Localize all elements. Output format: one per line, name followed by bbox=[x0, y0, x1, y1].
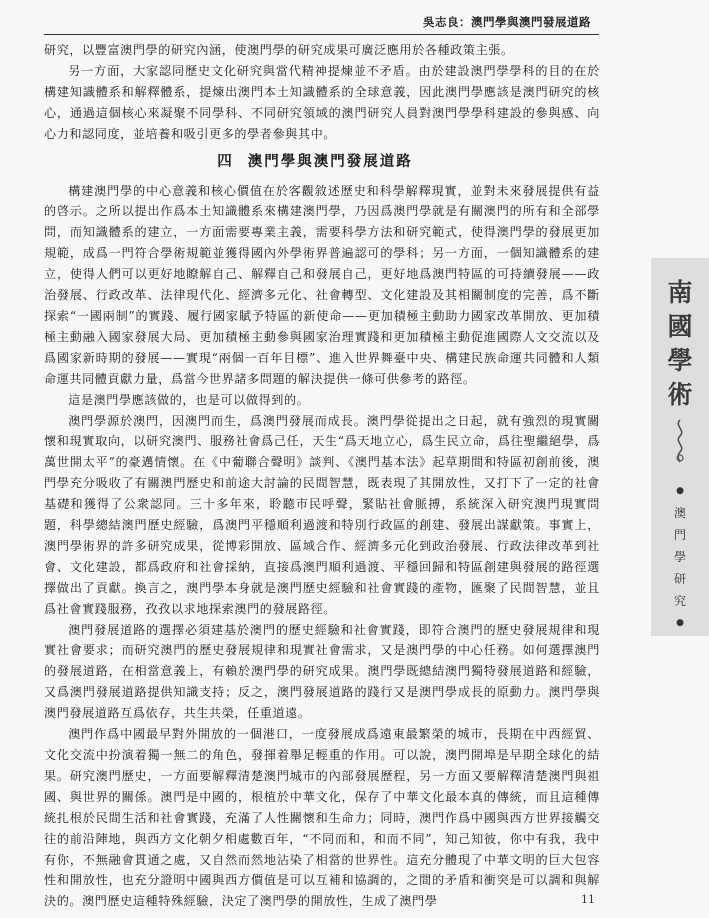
column-char: 澳 bbox=[673, 506, 686, 520]
bullet-dot: ● bbox=[676, 618, 684, 628]
bullet-dot: ● bbox=[676, 486, 684, 496]
section-number: 四 bbox=[217, 152, 234, 170]
paragraph: 另一方面，大家認同歷史文化研究與當代精神提煉並不矛盾。由於建設澳門學學科的目的在於構建知識體系和解釋體系，提煉出澳門本土知識體系的全球意義，因此澳門學應該是澳門研究的核心，通過這個核心來凝聚不同學科、不同研究領域的澳門研究人員對澳門學學科建設的參與感、向心力和認同度，並培養和吸引更多的學者參與其中。 bbox=[44, 63, 600, 141]
page-number: 11 bbox=[581, 893, 595, 906]
journal-logo bbox=[651, 276, 709, 412]
paragraph: 構建澳門學的中心意義和核心價值在於客觀敘述歷史和科學解釋現實，並對未來發展提供有益的啓示。之所以提出作爲本土知識體系來構建澳門學，乃因爲澳門學就是有關澳門的所有和全部學問，而知識體系的建立，一方面需要專業主義，需要科學方法和研究範式，使得澳門學的發展更加規範，成爲一門符合學術規範並獲得國內外學術界普遍認可的學科；另一方面，一個知識體系的建立，使得人們可以更好地瞭解自己、解釋自己和發展自己，更好地爲澳門特區的可持續發展——政治發展、行政改革、法律現代化、經濟多元化、社會轉型、文化建設及其相關制度的完善，爲不斷探索“一國兩制”的實踐、履行國家賦予特區的新使命——更加積極主動助力國家改革開放、更加積極主動融入國家發展大局、更加積極主動參與國家治理實踐和更加積極主動促進國際人文交流以及爲國家新時期的發展——實現“兩個一百年目標”、進入世界舞臺中央、構建民族命運共同體和人類命運共同體貢獻力量，爲當今世界諸多問題的解決提供一條可供參考的路徑。 bbox=[44, 183, 600, 386]
section-heading bbox=[44, 151, 600, 173]
logo-char: 術 bbox=[667, 380, 693, 409]
running-header bbox=[44, 10, 599, 35]
logo-char: 學 bbox=[667, 346, 693, 375]
paragraph: 澳門發展道路的選擇必須建基於澳門的歷史經驗和社會實踐，即符合澳門的歷史發展規律和現實社會要求；而研究澳門的歷史發展規律和現實社會需求，又是澳門學的中心任務。如何選擇澳門的發展道路，在相當意義上，有賴於澳門學的研究成果。澳門學既總結澳門獨特發展道路和經驗，又爲澳門發展道路提供知識支持；反之，澳門發展道路的踐行又是澳門學成長的原動力。澳門學與澳門發展道路互爲依存，共生共榮，任重道遠。 bbox=[44, 622, 600, 721]
logo-char: 國 bbox=[667, 312, 693, 341]
column-title bbox=[651, 480, 709, 634]
journal-sidebar bbox=[651, 258, 709, 636]
paragraph: 研究，以豐富澳門學的研究內涵，使澳門學的研究成果可廣泛應用於各種政策主張。 bbox=[44, 43, 514, 57]
seal-ornament-icon bbox=[671, 418, 689, 464]
paragraph: 這是澳門學應該做的，也是可以做得到的。 bbox=[68, 392, 310, 407]
column-char: 學 bbox=[673, 550, 686, 564]
column-char: 究 bbox=[673, 594, 686, 608]
paragraph: 澳門作爲中國最早對外開放的一個港口，一度發展成爲遠東最繁榮的城市，長期在中西經貿、文化交流中扮演着獨一無二的角色，發揮着舉足輕重的作用。可以說，澳門開埠是早期全球化的結果。研究澳門歷史，一方面要解釋清楚澳門城市的內部發展歷程，另一方面又要解釋清楚澳門與祖國、與世界的關係。澳門是中國的，根植於中華文化，保存了中華文化最本真的傳統，而且這種傳統扎根於民間生活和社會實踐，充滿了人性關懷和生命力；同時，澳門作爲中國與西方世界接觸交往的前沿陣地，與西方文化朝夕相處數百年，“不同而和，和而不同”，知己知彼，你中有我，我中有你，不無融會貫通之處，又自然而然地沾染了相當的世界性。這充分體現了中華文明的巨大包容性和開放性，也充分證明中國與西方價值是可以互補和協調的，之間的矛盾和衝突是可以調和與解決的。澳門歷史這種特殊經驗，決定了澳門學的開放性，生成了澳門學 bbox=[44, 727, 600, 909]
column-char: 研 bbox=[673, 572, 686, 586]
paragraph: 澳門學源於澳門，因澳門而生，爲澳門發展而成長。澳門學從提出之日起，就有強烈的現實關懷和現實取向，以研究澳門、服務社會爲己任，天生“爲天地立心，爲生民立命，爲往聖繼絕學，爲萬世開太平”的豪邁情懷。在《中葡聯合聲明》談判、《澳門基本法》起草期間和特區初創前後，澳門學充分吸收了有關澳門歷史和前途大討論的民間智慧，既表現了其開放性，又打下了一定的社會基礎和獲得了公衆認同。三十多年來，聆聽市民呼聲，緊貼社會脈搏，系統深入研究澳門現實問題，科學總結澳門歷史經驗，爲澳門平穩順利過渡和特別行政區的創建、發展出謀獻策。事實上，澳門學術界的許多研究成果，從博彩開放、區域合作、經濟多元化到政治發展、行政法律改革到社會、文化建設，都爲政府和社會採納，直接爲澳門順利過渡、平穩回歸和特區創建與發展的路徑選擇做出了貢獻。換言之，澳門學本身就是澳門歷史經驗和社會實踐的產物，匯聚了民間智慧，並且爲社會實踐服務，孜孜以求地探索澳門的發展路徑。 bbox=[44, 413, 600, 616]
running-title: 吳志良：澳門學與澳門發展道路 bbox=[423, 15, 591, 29]
logo-char: 南 bbox=[667, 278, 693, 307]
section-title: 澳門學與澳門發展道路 bbox=[247, 152, 413, 170]
column-char: 門 bbox=[673, 528, 686, 542]
